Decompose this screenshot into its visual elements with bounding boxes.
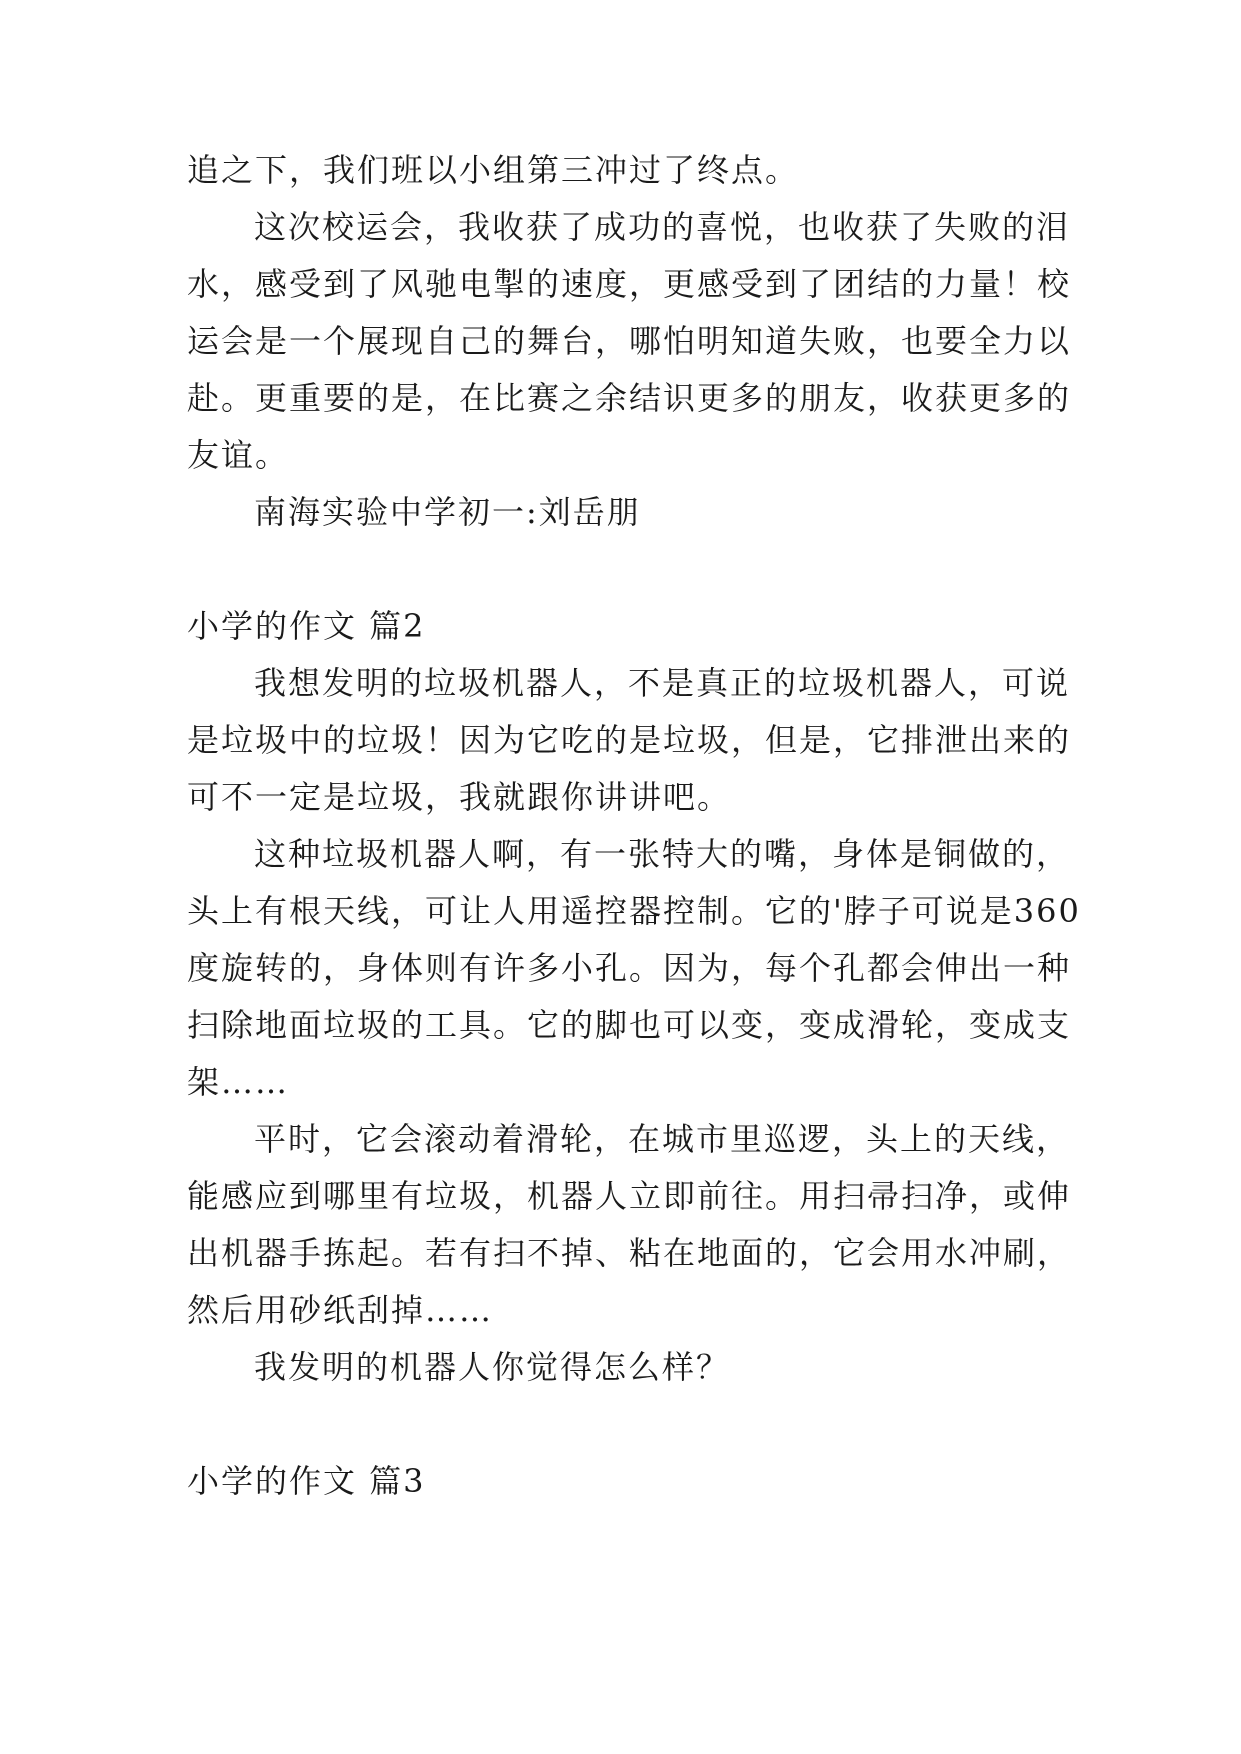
paragraph-start: 我发明的机器人你觉得怎么样？ [254, 1348, 731, 1386]
author-signature: 南海实验中学初一:刘岳朋 [254, 493, 641, 531]
text-line: 水，感受到了风驰电掣的速度，更感受到了团结的力量！校 [187, 265, 1072, 303]
paragraph-start: 平时，它会滚动着滑轮，在城市里巡逻，头上的天线， [254, 1120, 1071, 1158]
paragraph-start: 这次校运会，我收获了成功的喜悦，也收获了失败的泪 [254, 208, 1071, 246]
text-line: 架…… [187, 1063, 290, 1101]
text-line: 然后用砂纸刮掉…… [187, 1291, 494, 1329]
text-line: 追之下，我们班以小组第三冲过了终点。 [187, 151, 800, 189]
text-line: 扫除地面垃圾的工具。它的脚也可以变，变成滑轮，变成支 [187, 1006, 1072, 1044]
text-line: 可不一定是垃圾，我就跟你讲讲吧。 [187, 778, 732, 816]
section-heading: 小学的作文 篇2 [187, 607, 426, 645]
text-line: 能感应到哪里有垃圾，机器人立即前往。用扫帚扫净，或伸 [187, 1177, 1072, 1215]
paragraph-start: 这种垃圾机器人啊，有一张特大的嘴，身体是铜做的， [254, 835, 1071, 873]
paragraph-start: 我想发明的垃圾机器人，不是真正的垃圾机器人，可说 [254, 664, 1071, 702]
text-line: 运会是一个展现自己的舞台，哪怕明知道失败，也要全力以 [187, 322, 1072, 360]
text-line: 赴。更重要的是，在比赛之余结识更多的朋友，收获更多的 [187, 379, 1072, 417]
text-line: 度旋转的，身体则有许多小孔。因为，每个孔都会伸出一种 [187, 949, 1072, 987]
text-line: 出机器手拣起。若有扫不掉、粘在地面的，它会用水冲刷， [187, 1234, 1072, 1272]
text-line: 友谊。 [187, 436, 290, 474]
section-heading: 小学的作文 篇3 [187, 1462, 426, 1500]
text-line: 头上有根天线，可让人用遥控器控制。它的'脖子可说是360 [187, 892, 1081, 930]
text-line: 是垃圾中的垃圾！因为它吃的是垃圾，但是，它排泄出来的 [187, 721, 1072, 759]
